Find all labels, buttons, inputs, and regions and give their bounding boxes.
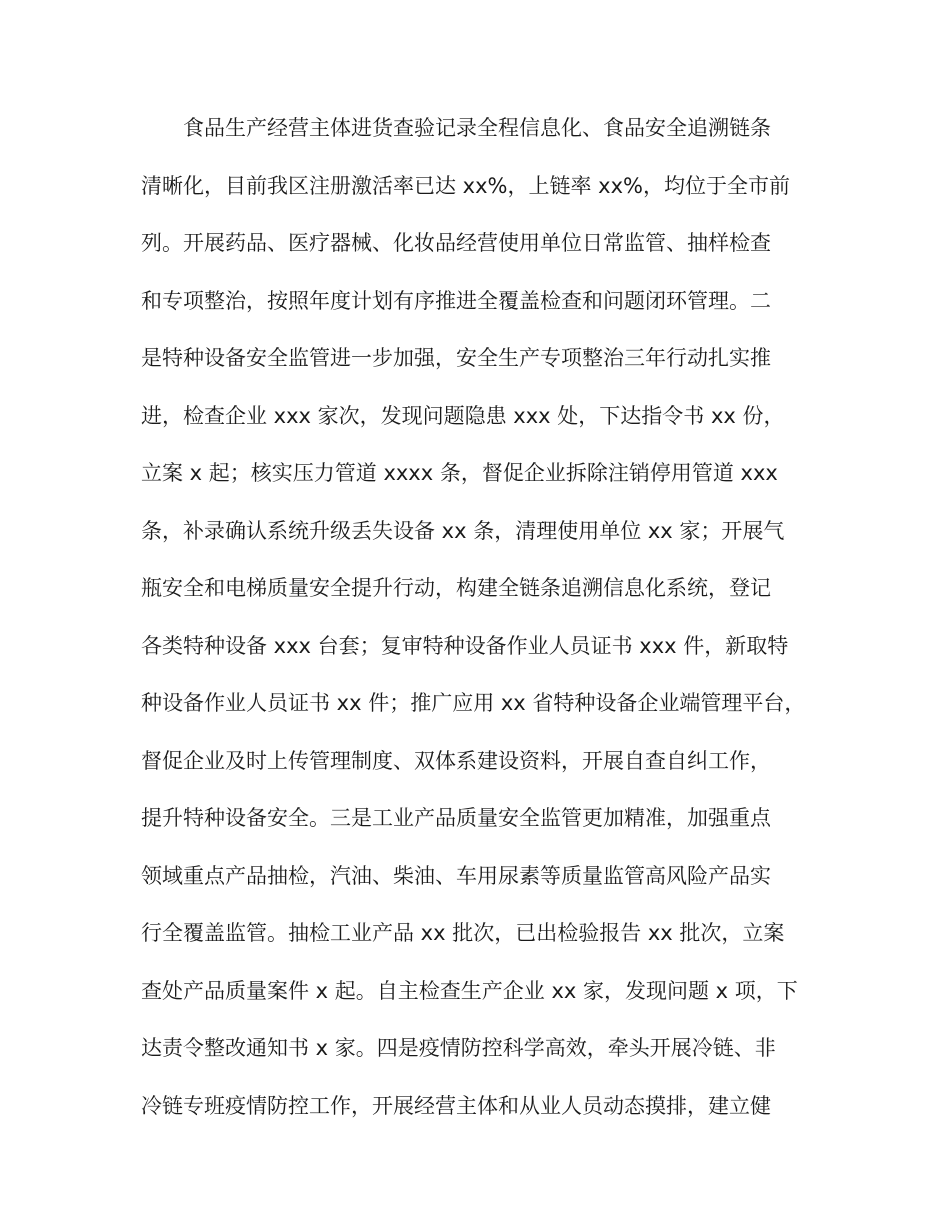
text-line: 条，补录确认系统升级丢失设备 xx 条，清理使用单位 xx 家；开展气	[141, 518, 785, 543]
text-line: 种设备作业人员证书 xx 件；推广应用 xx 省特种设备企业端管理平台，	[141, 691, 806, 715]
text-line: 各类特种设备 xxx 台套；复审特种设备作业人员证书 xxx 件，新取特	[141, 633, 789, 658]
text-line: 查处产品质量案件 x 起。自主检查生产企业 xx 家，发现问题 x 项，下	[141, 978, 798, 1003]
text-line: 食品生产经营主体进货查验记录全程信息化、食品安全追溯链条	[183, 116, 771, 140]
text-line: 是特种设备安全监管进一步加强，安全生产专项整治三年行动扎实推	[141, 346, 771, 370]
text-line: 立案 x 起；核实压力管道 xxxx 条，督促企业拆除注销停用管道 xxx	[141, 461, 778, 485]
text-line: 列。开展药品、医疗器械、化妆品经营使用单位日常监管、抽样检查	[141, 231, 771, 255]
text-line: 行全覆盖监管。抽检工业产品 xx 批次，已出检验报告 xx 批次，立案	[141, 921, 785, 945]
text-line: 督促企业及时上传管理制度、双体系建设资料，开展自查自纠工作，	[141, 748, 771, 773]
text-line: 瓶安全和电梯质量安全提升行动，构建全链条追溯信息化系统，登记	[141, 576, 771, 600]
body-paragraph	[141, 106, 821, 1141]
text-line: 冷链专班疫情防控工作，开展经营主体和从业人员动态摸排，建立健	[141, 1093, 771, 1118]
text-line: 提升特种设备安全。三是工业产品质量安全监管更加精准，加强重点	[141, 806, 771, 830]
text-line: 达责令整改通知书 x 家。四是疫情防控科学高效，牵头开展冷链、非	[141, 1036, 776, 1060]
text-line: 领域重点产品抽检，汽油、柴油、车用尿素等质量监管高风险产品实	[141, 863, 771, 888]
text-line: 和专项整治，按照年度计划有序推进全覆盖检查和问题闭环管理。二	[141, 288, 771, 313]
text-line: 清晰化，目前我区注册激活率已达 xx%，上链率 xx%，均位于全市前	[141, 173, 790, 198]
text-line: 进，检查企业 xxx 家次，发现问题隐患 xxx 处，下达指令书 xx 份，	[141, 403, 785, 428]
